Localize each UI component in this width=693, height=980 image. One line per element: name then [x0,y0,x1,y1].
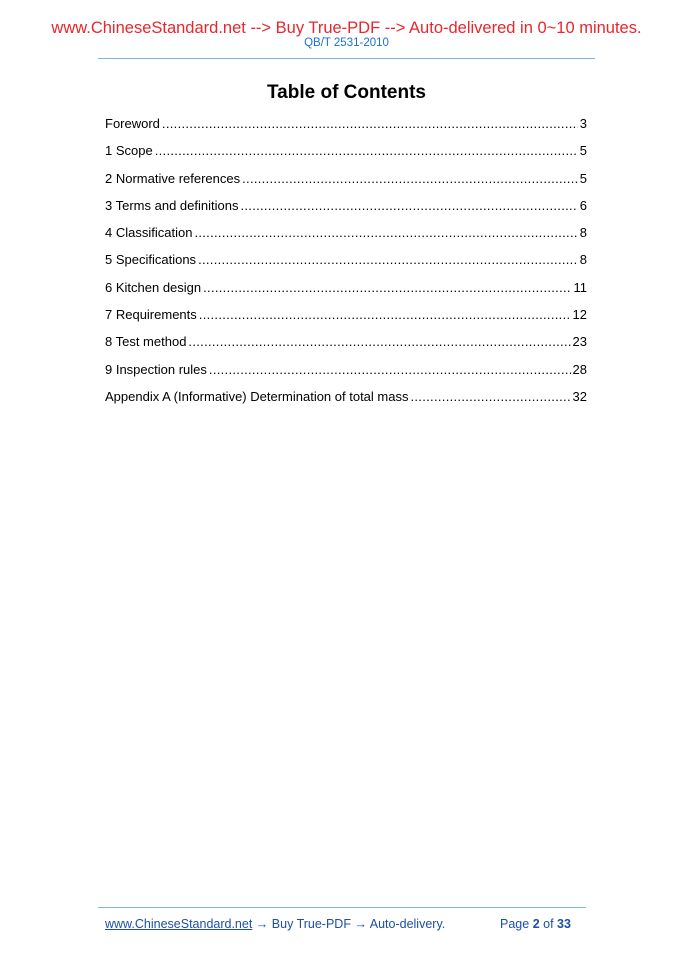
toc-leader-dots [198,252,578,268]
page-of: of [543,917,554,931]
toc-leader-dots [194,225,577,241]
page-total: 33 [557,917,571,931]
toc-leader-dots [199,307,571,323]
toc-entry-label: 6 Kitchen design [105,279,202,295]
toc-leader-dots [242,171,578,187]
toc-entry-page: 8 [579,225,587,241]
arrow-icon: → [255,917,269,931]
toc-entry-label: Appendix A (Informative) Determination of total mass [105,388,409,404]
footer-site-link[interactable]: www.ChineseStandard.net [105,917,253,931]
footer-buy-text: Buy True-PDF [271,917,351,931]
toc-entry-page: 12 [572,307,587,323]
toc-entry-terms-definitions[interactable] [105,198,587,225]
toc-entry-label: 3 Terms and definitions [105,197,239,213]
toc-entry-label: 4 Classification [105,225,193,241]
toc-entry-page: 8 [579,252,587,268]
toc-entry-normative-references[interactable] [105,171,587,198]
toc-leader-dots [155,143,578,159]
arrow-icon: → [354,917,367,931]
toc-entry-classification[interactable] [105,225,587,252]
toc-entry-requirements[interactable] [105,307,587,334]
toc-leader-dots [240,198,577,214]
toc-leader-dots [410,389,570,405]
toc-entry-label: 8 Test method [105,334,187,350]
toc-entry-page: 32 [572,388,587,404]
footer-links [105,916,445,932]
header-banner[interactable]: www.ChineseStandard.net --> Buy True-PDF --> Auto-delivered in 0~10 minutes. [51,19,642,37]
toc-entry-page: 3 [579,116,587,131]
toc-entry-page: 5 [579,170,587,186]
toc-entry-page: 6 [579,197,587,213]
toc-list [105,116,587,416]
page-current: 2 [532,917,540,931]
toc-leader-dots [162,116,578,132]
page-number [500,916,571,932]
toc-entry-label: 7 Requirements [105,307,197,323]
toc-entry-specifications[interactable] [105,252,587,279]
page-label: Page [500,917,530,931]
toc-entry-scope[interactable] [105,143,587,170]
toc-entry-label: Foreword [105,116,160,131]
toc-entry-appendix-a[interactable] [105,389,587,416]
toc-entry-page: 23 [572,334,587,350]
standard-code: QB/T 2531-2010 [304,37,389,49]
toc-entry-inspection-rules[interactable] [105,362,587,389]
toc-leader-dots [209,362,571,378]
footer-delivery-text: Auto-delivery. [369,917,446,931]
toc-entry-foreword[interactable] [105,116,587,143]
toc-entry-label: 1 Scope [105,143,153,159]
toc-entry-test-method[interactable] [105,334,587,361]
toc-entry-label: 9 Inspection rules [105,361,207,377]
toc-entry-page: 11 [573,279,587,295]
header-divider [98,58,595,59]
toc-entry-label: 2 Normative references [105,170,241,186]
toc-title: Table of Contents [266,82,427,103]
footer-divider [98,907,586,908]
toc-entry-page: 28 [572,361,587,377]
toc-leader-dots [188,334,570,350]
toc-entry-label: 5 Specifications [105,252,197,268]
toc-leader-dots [203,280,571,296]
toc-entry-kitchen-design[interactable] [105,280,587,307]
toc-entry-page: 5 [579,143,587,159]
